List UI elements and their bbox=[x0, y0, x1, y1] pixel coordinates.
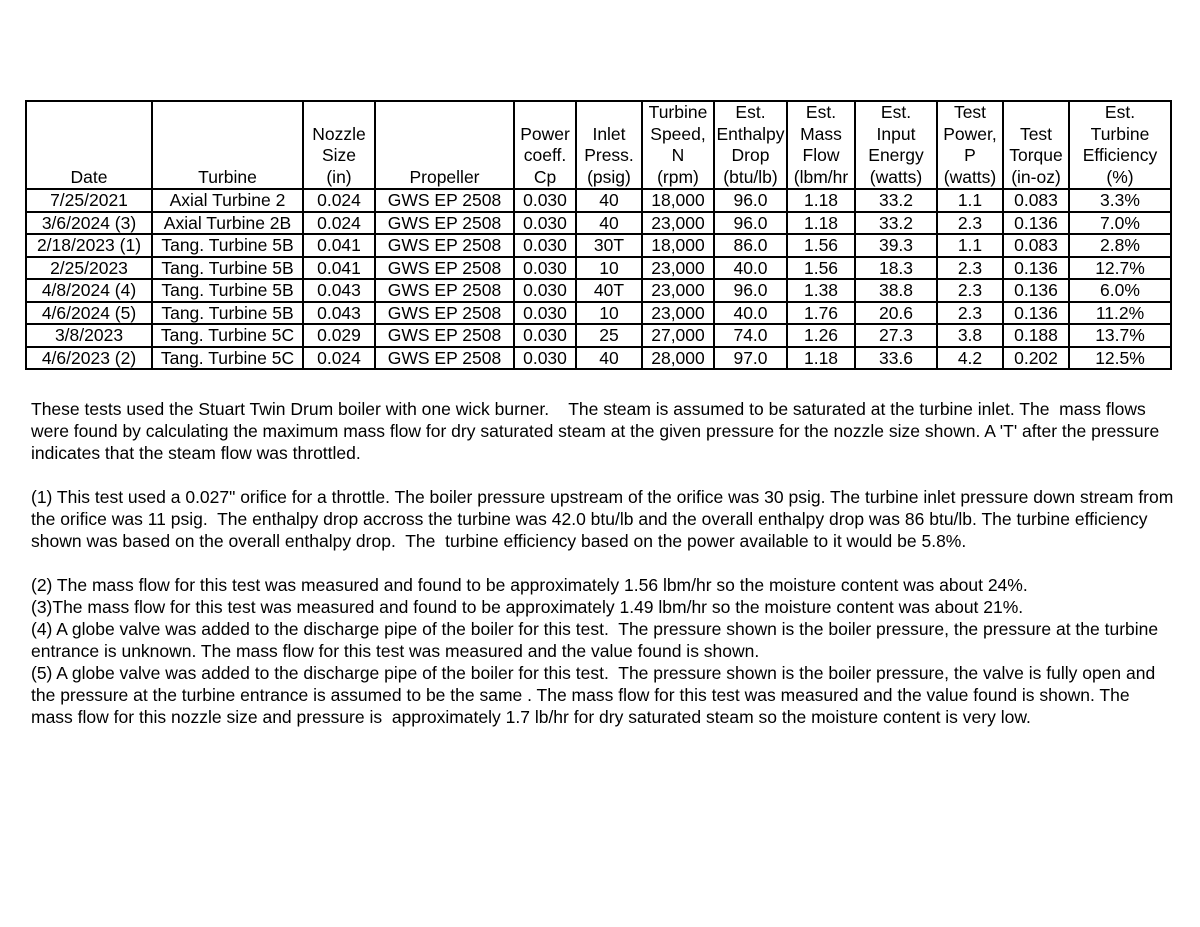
table-cell: 0.030 bbox=[514, 257, 576, 280]
column-header-line: Turbine bbox=[198, 166, 257, 187]
table-cell: 0.083 bbox=[1003, 234, 1069, 257]
table-cell: 18,000 bbox=[642, 189, 714, 212]
table-cell: 1.1 bbox=[937, 189, 1003, 212]
table-cell: 3/8/2023 bbox=[26, 324, 152, 347]
notes-section bbox=[31, 398, 1179, 728]
table-cell: 2.3 bbox=[937, 257, 1003, 280]
table-cell: 2.3 bbox=[937, 302, 1003, 325]
table-cell: 18,000 bbox=[642, 234, 714, 257]
table-cell: 4/6/2024 (5) bbox=[26, 302, 152, 325]
column-header-line: Flow bbox=[802, 145, 840, 165]
column-header-line: Inlet bbox=[592, 123, 626, 144]
table-cell: GWS EP 2508 bbox=[375, 234, 514, 257]
table-row bbox=[26, 189, 1171, 212]
table-cell: 1.76 bbox=[787, 302, 855, 325]
table-cell: 0.030 bbox=[514, 279, 576, 302]
note-4: (4) A globe valve was added to the discharge pipe of the boiler for this test. The pressure shown is the boiler pressure, the pressure at the turbine entrance is unknown. The mass flow for this test was measured and the value found is shown. bbox=[31, 619, 1164, 661]
table-cell: 33.2 bbox=[855, 189, 937, 212]
table-cell: GWS EP 2508 bbox=[375, 302, 514, 325]
table-cell: Tang. Turbine 5C bbox=[152, 347, 303, 370]
table-cell: 0.136 bbox=[1003, 279, 1069, 302]
column-header-line: Turbine bbox=[1090, 123, 1150, 144]
table-cell: 0.136 bbox=[1003, 302, 1069, 325]
column-header-line: Size bbox=[321, 145, 357, 165]
table-cell: 4/6/2023 (2) bbox=[26, 347, 152, 370]
table-cell: 3.3% bbox=[1069, 189, 1171, 212]
table-cell: 13.7% bbox=[1069, 324, 1171, 347]
table-cell: GWS EP 2508 bbox=[375, 189, 514, 212]
table-cell: Axial Turbine 2B bbox=[152, 212, 303, 235]
table-cell: 3/6/2024 (3) bbox=[26, 212, 152, 235]
column-header-line: coeff. bbox=[523, 145, 567, 165]
table-cell: 0.202 bbox=[1003, 347, 1069, 370]
column-header-line: (btu/lb) bbox=[723, 166, 778, 187]
column-header-line: Est. bbox=[735, 102, 766, 122]
column-header bbox=[514, 101, 576, 189]
table-cell: 0.136 bbox=[1003, 212, 1069, 235]
column-header-line: (watts) bbox=[943, 166, 997, 187]
table-row bbox=[26, 324, 1171, 347]
table-cell: 39.3 bbox=[855, 234, 937, 257]
table-cell: 0.043 bbox=[303, 279, 375, 302]
table-header-row bbox=[26, 101, 1171, 189]
table-cell: 40 bbox=[576, 189, 642, 212]
table-cell: 2/18/2023 (1) bbox=[26, 234, 152, 257]
table-cell: 38.8 bbox=[855, 279, 937, 302]
table-cell: 2/25/2023 bbox=[26, 257, 152, 280]
table-cell: 23,000 bbox=[642, 279, 714, 302]
table-cell: 0.030 bbox=[514, 212, 576, 235]
table-cell: 4.2 bbox=[937, 347, 1003, 370]
column-header-line: Est. bbox=[880, 102, 912, 122]
column-header-line: Date bbox=[70, 166, 108, 187]
column-header bbox=[576, 101, 642, 189]
table-cell: 1.18 bbox=[787, 212, 855, 235]
table-row bbox=[26, 347, 1171, 370]
table-cell: 33.6 bbox=[855, 347, 937, 370]
table-cell: 86.0 bbox=[714, 234, 787, 257]
table-cell: 25 bbox=[576, 324, 642, 347]
table-cell: 97.0 bbox=[714, 347, 787, 370]
table-body bbox=[26, 189, 1171, 369]
table-cell: 0.030 bbox=[514, 189, 576, 212]
table-cell: 40 bbox=[576, 212, 642, 235]
column-header bbox=[855, 101, 937, 189]
table-cell: 0.188 bbox=[1003, 324, 1069, 347]
table-cell: Tang. Turbine 5B bbox=[152, 279, 303, 302]
table-cell: 30T bbox=[576, 234, 642, 257]
table-cell: 1.18 bbox=[787, 347, 855, 370]
table-cell: 23,000 bbox=[642, 302, 714, 325]
table-cell: 96.0 bbox=[714, 279, 787, 302]
note-2: (2) The mass flow for this test was measured and found to be approximately 1.56 lbm/hr so the moisture content was about 24%. bbox=[31, 575, 1028, 595]
table-cell: 28,000 bbox=[642, 347, 714, 370]
table-cell: GWS EP 2508 bbox=[375, 324, 514, 347]
table-cell: 1.18 bbox=[787, 189, 855, 212]
table-cell: 0.024 bbox=[303, 212, 375, 235]
table-cell: 1.56 bbox=[787, 234, 855, 257]
column-header-line: (psig) bbox=[587, 166, 631, 187]
table-cell: 40.0 bbox=[714, 257, 787, 280]
table-cell: 7/25/2021 bbox=[26, 189, 152, 212]
column-header bbox=[303, 101, 375, 189]
table-cell: 10 bbox=[576, 257, 642, 280]
table-cell: 0.041 bbox=[303, 234, 375, 257]
table-cell: 33.2 bbox=[855, 212, 937, 235]
table-row bbox=[26, 302, 1171, 325]
table-cell: 12.7% bbox=[1069, 257, 1171, 280]
column-header-line: Propeller bbox=[409, 166, 480, 187]
column-header-line: P bbox=[964, 145, 976, 165]
table-cell: 0.024 bbox=[303, 189, 375, 212]
table-cell: 23,000 bbox=[642, 257, 714, 280]
column-header-line: Efficiency bbox=[1082, 145, 1158, 165]
note-5: (5) A globe valve was added to the discharge pipe of the boiler for this test. The pressure shown is the boiler pressure, the valve is fully open and the pressure at the turbine entrance is assumed to be the same . The mass flow for this test was measured and the value found is shown. The mass flow for this nozzle size and pressure is approximately 1.7 lb/hr for dry saturated steam so the moisture content is very low. bbox=[31, 663, 1161, 727]
table-cell: 0.043 bbox=[303, 302, 375, 325]
table-cell: GWS EP 2508 bbox=[375, 257, 514, 280]
column-header-line: Test bbox=[953, 102, 987, 122]
column-header-line: (in-oz) bbox=[1011, 166, 1061, 187]
table-cell: 96.0 bbox=[714, 189, 787, 212]
table-cell: Tang. Turbine 5B bbox=[152, 234, 303, 257]
column-header-line: Turbine bbox=[648, 102, 708, 122]
column-header-line: Power bbox=[520, 123, 570, 144]
table-cell: 3.8 bbox=[937, 324, 1003, 347]
turbine-test-table bbox=[25, 100, 1172, 370]
table-cell: 1.38 bbox=[787, 279, 855, 302]
table-cell: 40T bbox=[576, 279, 642, 302]
table-cell: 40 bbox=[576, 347, 642, 370]
table-cell: 4/8/2024 (4) bbox=[26, 279, 152, 302]
table-cell: 0.083 bbox=[1003, 189, 1069, 212]
column-header bbox=[26, 101, 152, 189]
column-header-line: Energy bbox=[868, 145, 924, 165]
table-cell: 0.030 bbox=[514, 234, 576, 257]
table-cell: 10 bbox=[576, 302, 642, 325]
table-cell: 0.030 bbox=[514, 302, 576, 325]
table-cell: 1.26 bbox=[787, 324, 855, 347]
column-header-line: Torque bbox=[1009, 145, 1063, 165]
column-header bbox=[714, 101, 787, 189]
table-cell: Tang. Turbine 5C bbox=[152, 324, 303, 347]
column-header bbox=[1003, 101, 1069, 189]
table-cell: 11.2% bbox=[1069, 302, 1171, 325]
column-header-line: (%) bbox=[1106, 166, 1134, 187]
column-header-line: Cp bbox=[533, 166, 557, 187]
table-cell: Axial Turbine 2 bbox=[152, 189, 303, 212]
column-header-line: (in) bbox=[326, 166, 352, 187]
column-header-line: Enthalpy bbox=[716, 123, 785, 144]
table-cell: 7.0% bbox=[1069, 212, 1171, 235]
column-header-line: Input bbox=[876, 123, 916, 144]
column-header-line: Mass bbox=[800, 123, 842, 144]
column-header-line: Speed, bbox=[650, 123, 706, 144]
column-header bbox=[937, 101, 1003, 189]
table-cell: 12.5% bbox=[1069, 347, 1171, 370]
table-cell: 20.6 bbox=[855, 302, 937, 325]
column-header-line: Test bbox=[1019, 123, 1053, 144]
table-cell: 2.3 bbox=[937, 279, 1003, 302]
table-cell: 0.029 bbox=[303, 324, 375, 347]
table-cell: 96.0 bbox=[714, 212, 787, 235]
column-header bbox=[787, 101, 855, 189]
column-header-line: Nozzle bbox=[312, 123, 366, 144]
table-cell: GWS EP 2508 bbox=[375, 212, 514, 235]
table-cell: 0.136 bbox=[1003, 257, 1069, 280]
table-cell: GWS EP 2508 bbox=[375, 347, 514, 370]
column-header-line: N bbox=[671, 145, 685, 165]
column-header bbox=[152, 101, 303, 189]
note-1: (1) This test used a 0.027" orifice for a throttle. The boiler pressure upstream of the orifice was 30 psig. The turbine inlet pressure down stream from the orifice was 11 psig. The enthalpy drop accross the turbine was 42.0 btu/lb and the overall enthalpy drop was 86 btu/lb. The turbine efficiency shown was based on the overall enthalpy drop. The turbine efficiency based on the power available to it would be 5.8%. bbox=[31, 487, 1179, 551]
table-cell: Tang. Turbine 5B bbox=[152, 257, 303, 280]
column-header bbox=[642, 101, 714, 189]
column-header-line: (lbm/hr bbox=[793, 166, 849, 187]
table-cell: 0.041 bbox=[303, 257, 375, 280]
table-row bbox=[26, 212, 1171, 235]
table-cell: Tang. Turbine 5B bbox=[152, 302, 303, 325]
column-header-line: Est. bbox=[805, 102, 837, 122]
table-row bbox=[26, 257, 1171, 280]
column-header-line: Power, bbox=[943, 123, 997, 144]
table-cell: 0.030 bbox=[514, 324, 576, 347]
table-cell: 40.0 bbox=[714, 302, 787, 325]
table-cell: 27.3 bbox=[855, 324, 937, 347]
table-cell: 23,000 bbox=[642, 212, 714, 235]
table-cell: 0.024 bbox=[303, 347, 375, 370]
table-cell: 18.3 bbox=[855, 257, 937, 280]
table-cell: 74.0 bbox=[714, 324, 787, 347]
table-row bbox=[26, 234, 1171, 257]
notes-intro: These tests used the Stuart Twin Drum boiler with one wick burner. The steam is assumed to be saturated at the turbine inlet. The mass flows were found by calculating the maximum mass flow for dry saturated steam at the given pressure for the nozzle size shown. A 'T' after the pressure indicates that the steam flow was throttled. bbox=[31, 399, 1165, 463]
column-header-line: (rpm) bbox=[657, 166, 699, 187]
table-cell: GWS EP 2508 bbox=[375, 279, 514, 302]
table-cell: 2.8% bbox=[1069, 234, 1171, 257]
column-header-line: Est. bbox=[1104, 102, 1136, 122]
table-cell: 2.3 bbox=[937, 212, 1003, 235]
column-header-line: Press. bbox=[584, 145, 634, 165]
table-cell: 27,000 bbox=[642, 324, 714, 347]
column-header bbox=[375, 101, 514, 189]
table-cell: 1.56 bbox=[787, 257, 855, 280]
column-header bbox=[1069, 101, 1171, 189]
column-header-line: Drop bbox=[731, 145, 770, 165]
table-cell: 6.0% bbox=[1069, 279, 1171, 302]
column-header-line: (watts) bbox=[869, 166, 923, 187]
table-cell: 0.030 bbox=[514, 347, 576, 370]
table-row bbox=[26, 279, 1171, 302]
table-cell: 1.1 bbox=[937, 234, 1003, 257]
note-3: (3)The mass flow for this test was measured and found to be approximately 1.49 lbm/hr so the moisture content was about 21%. bbox=[31, 597, 1024, 617]
